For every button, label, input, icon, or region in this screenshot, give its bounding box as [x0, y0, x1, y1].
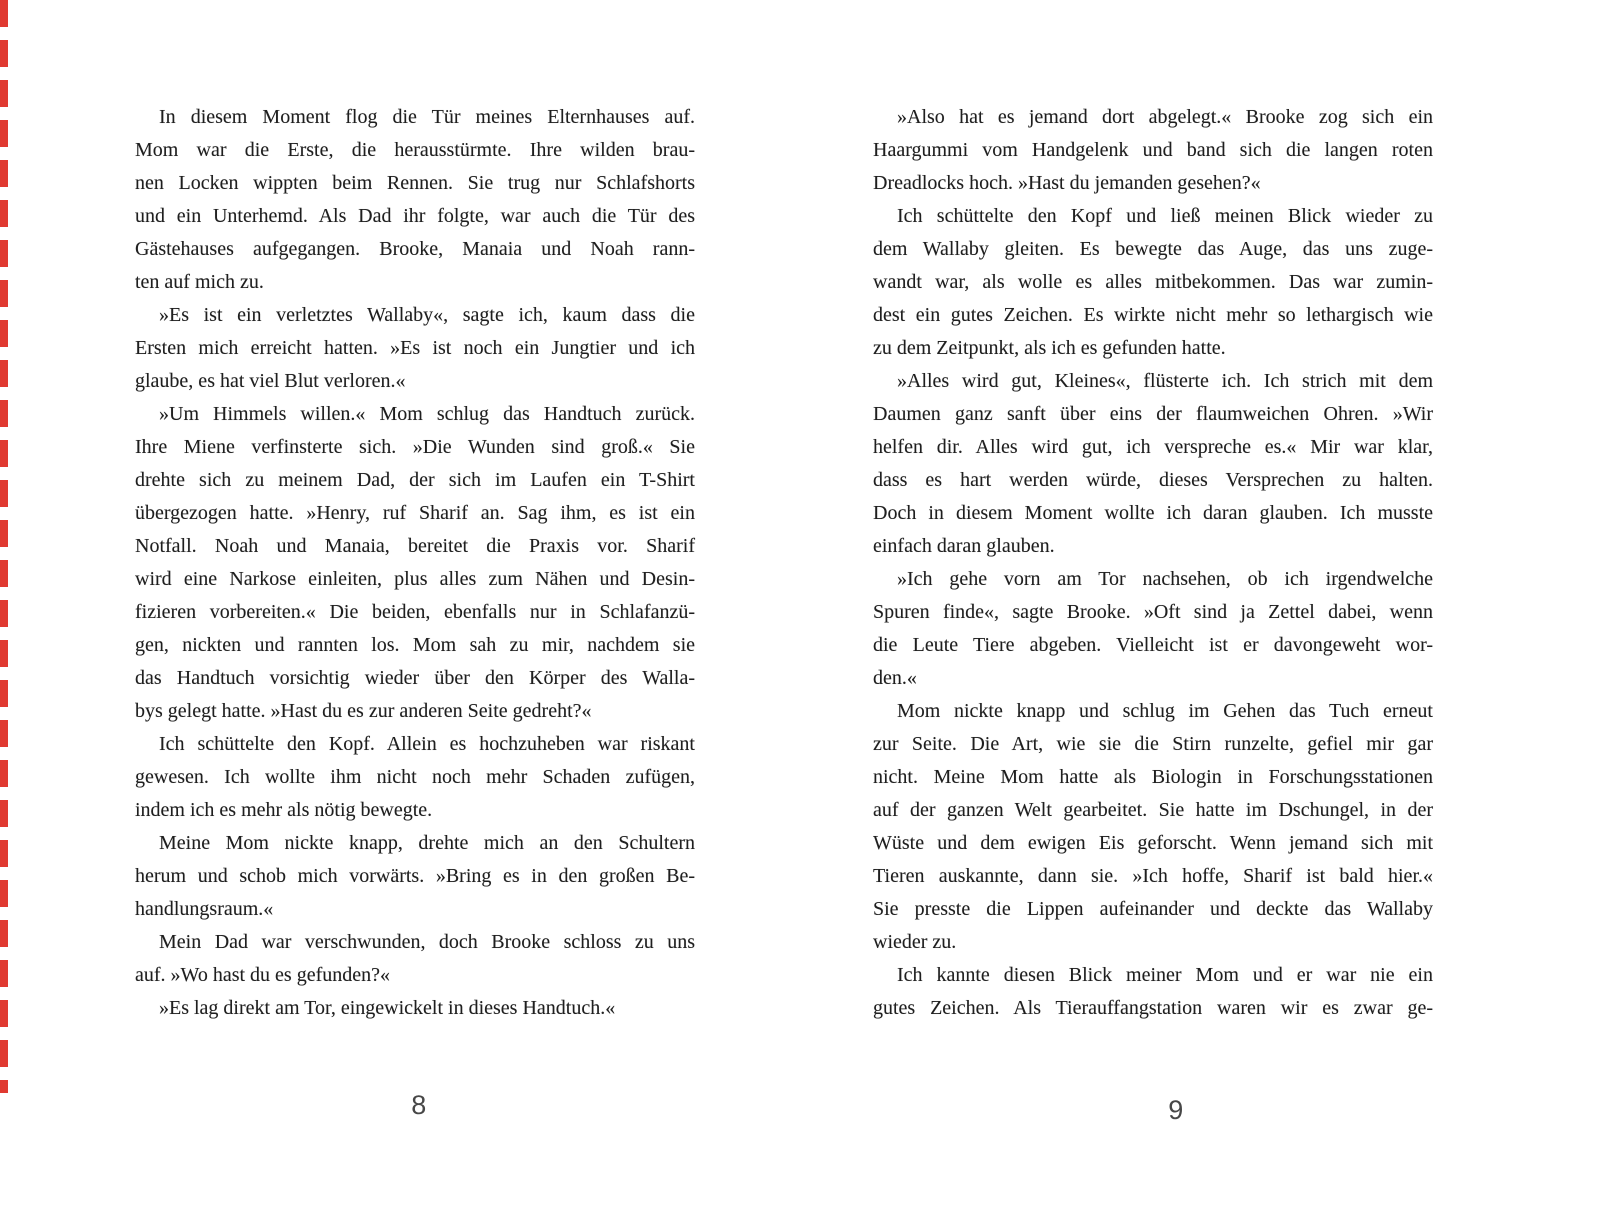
text-line: das Handtuch vorsichtig wieder über den Körper des Walla- — [135, 667, 695, 689]
text-line: einfach daran glauben. — [873, 535, 1055, 557]
text-line: Tieren auskannte, dann sie. »Ich hoffe, Sharif ist bald hier.« — [873, 865, 1433, 887]
text-line: Mom war die Erste, die herausstürmte. Ihre wilden brau- — [135, 139, 695, 161]
text-line: »Alles wird gut, Kleines«, flüsterte ich. Ich strich mit dem — [897, 370, 1433, 392]
text-line: wandt war, als wolle es alles mitbekommen. Das war zumin- — [873, 271, 1433, 293]
text-line: zu dem Zeitpunkt, als ich es gefunden hatte. — [873, 337, 1226, 359]
text-line: und ein Unterhemd. Als Dad ihr folgte, war auch die Tür des — [135, 205, 695, 227]
text-line: Ich schüttelte den Kopf. Allein es hochzuheben war riskant — [159, 733, 695, 755]
text-line: dest ein gutes Zeichen. Es wirkte nicht mehr so lethargisch wie — [873, 304, 1433, 326]
text-line: wird eine Narkose einleiten, plus alles zum Nähen und Desin- — [135, 568, 695, 590]
text-line: helfen dir. Alles wird gut, ich verspreche es.« Mir war klar, — [873, 436, 1433, 458]
text-line: indem ich es mehr als nötig bewegte. — [135, 799, 433, 821]
text-line: gewesen. Ich wollte ihm nicht noch mehr Schaden zufügen, — [135, 766, 695, 788]
text-line: die Leute Tiere abgeben. Vielleicht ist er davongeweht wor- — [873, 634, 1433, 656]
text-line: »Ich gehe vorn am Tor nachsehen, ob ich irgendwelche — [897, 568, 1433, 590]
text-line: Daumen ganz sanft über eins der flaumweichen Ohren. »Wir — [873, 403, 1433, 425]
text-line: Sie presste die Lippen aufeinander und deckte das Wallaby — [873, 898, 1433, 920]
text-line: Mom nickte knapp und schlug im Gehen das Tuch erneut — [897, 700, 1433, 722]
text-line: drehte sich zu meinem Dad, der sich im Laufen ein T-Shirt — [135, 469, 695, 491]
text-line: Meine Mom nickte knapp, drehte mich an den Schultern — [159, 832, 695, 854]
text-line: »Also hat es jemand dort abgelegt.« Brooke zog sich ein — [897, 106, 1433, 128]
text-line: herum und schob mich vorwärts. »Bring es in den großen Be- — [135, 865, 695, 887]
page-number-left: 8 — [411, 1090, 427, 1120]
text-line: Haargummi vom Handgelenk und band sich die langen roten — [873, 139, 1433, 161]
text-line: »Es ist ein verletztes Wallaby«, sagte ich, kaum dass die — [159, 304, 695, 326]
text-line: In diesem Moment flog die Tür meines Elternhauses auf. — [159, 106, 695, 128]
text-line: ten auf mich zu. — [135, 271, 264, 293]
text-line: dass es hart werden würde, dieses Versprechen zu halten. — [873, 469, 1433, 491]
text-line: fizieren vorbereiten.« Die beiden, ebenfalls nur in Schlafanzü- — [135, 601, 695, 623]
text-line: gutes Zeichen. Als Tierauffangstation waren wir es zwar ge- — [873, 997, 1433, 1019]
text-line: Dreadlocks hoch. »Hast du jemanden gesehen?« — [873, 172, 1261, 194]
text-line: auf. »Wo hast du es gefunden?« — [135, 964, 390, 986]
text-line: bys gelegt hatte. »Hast du es zur anderen Seite gedreht?« — [135, 700, 592, 722]
text-line: Wüste und dem ewigen Eis geforscht. Wenn jemand sich mit — [873, 832, 1433, 854]
text-line: Notfall. Noah und Manaia, bereitet die Praxis vor. Sharif — [135, 535, 695, 557]
text-line: zur Seite. Die Art, wie sie die Stirn runzelte, gefiel mir gar — [873, 733, 1433, 755]
page-9-text-block — [873, 101, 1433, 1025]
text-line: glaube, es hat viel Blut verloren.« — [135, 370, 406, 392]
text-line: Ich kannte diesen Blick meiner Mom und er war nie ein — [897, 964, 1433, 986]
text-line: wieder zu. — [873, 931, 957, 953]
page-8-text-block — [135, 101, 695, 1025]
text-line: Doch in diesem Moment wollte ich daran glauben. Ich musste — [873, 502, 1433, 524]
text-line: »Es lag direkt am Tor, eingewickelt in dieses Handtuch.« — [159, 997, 616, 1019]
text-line: »Um Himmels willen.« Mom schlug das Handtuch zurück. — [159, 403, 695, 425]
page-edge-marker — [0, 0, 8, 1093]
text-line: Spuren finde«, sagte Brooke. »Oft sind ja Zettel dabei, wenn — [873, 601, 1433, 623]
page-number-right: 9 — [1168, 1095, 1184, 1125]
text-line: gen, nickten und rannten los. Mom sah zu mir, nachdem sie — [135, 634, 695, 656]
text-line: nicht. Meine Mom hatte als Biologin in Forschungsstationen — [873, 766, 1433, 788]
text-line: übergezogen hatte. »Henry, ruf Sharif an. Sag ihm, es ist ein — [135, 502, 695, 524]
text-line: Mein Dad war verschwunden, doch Brooke schloss zu uns — [159, 931, 695, 953]
text-line: nen Locken wippten beim Rennen. Sie trug nur Schlafshorts — [135, 172, 695, 194]
text-line: Ihre Miene verfinsterte sich. »Die Wunden sind groß.« Sie — [135, 436, 695, 458]
text-line: dem Wallaby gleiten. Es bewegte das Auge, das uns zuge- — [873, 238, 1433, 260]
text-line: auf der ganzen Welt gearbeitet. Sie hatte im Dschungel, in der — [873, 799, 1433, 821]
text-line: handlungsraum.« — [135, 898, 274, 920]
text-line: Gästehauses aufgegangen. Brooke, Manaia und Noah rann- — [135, 238, 695, 260]
text-line: den.« — [873, 667, 917, 689]
text-line: Ersten mich erreicht hatten. »Es ist noch ein Jungtier und ich — [135, 337, 695, 359]
text-line: Ich schüttelte den Kopf und ließ meinen Blick wieder zu — [897, 205, 1433, 227]
